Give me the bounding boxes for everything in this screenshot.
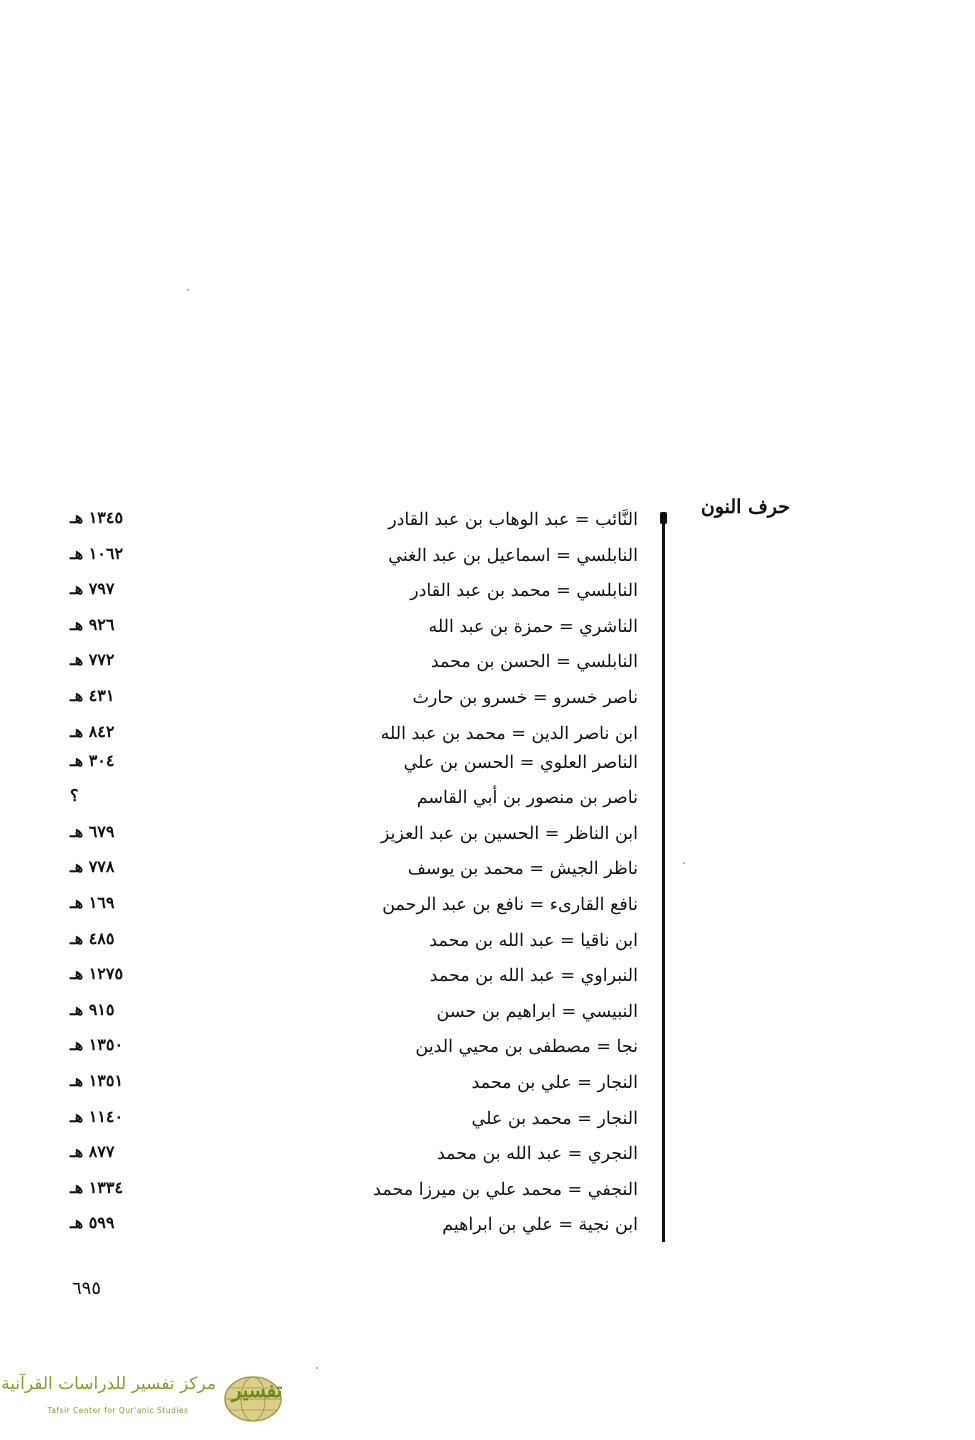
entry-year: ١٠٦٢ هـ (70, 543, 124, 563)
entry-name: النبراوي = عبد الله بن محمد (429, 966, 638, 987)
entry-year: ١٦٩ هـ (70, 892, 115, 912)
entry-year: ١٣٥١ هـ (70, 1070, 124, 1090)
list-item (0, 683, 975, 719)
entry-year: ٨٧٧ هـ (70, 1142, 115, 1162)
entry-name: نجا = مصطفى بن محيي الدين (415, 1037, 638, 1058)
entry-name: ابن ناقيا = عبد الله بن محمد (429, 930, 638, 951)
entry-year: ٩٢٦ هـ (70, 614, 115, 634)
entry-name: ناصر بن منصور بن أبي القاسم (416, 788, 638, 809)
list-item (0, 997, 975, 1033)
list-item (0, 1104, 975, 1140)
entry-name: النابلسي = اسماعيل بن عبد الغني (388, 545, 638, 566)
list-item (0, 819, 975, 855)
list-item (0, 505, 975, 541)
entry-year: ٣٠٤ هـ (70, 750, 115, 770)
entry-name: ابن الناظر = الحسين بن عبد العزيز (380, 823, 638, 844)
entry-name: النَّائب = عبد الوهاب بن عبد القادر (388, 510, 638, 530)
scan-speck (187, 289, 189, 291)
entry-year: ٤٣١ هـ (70, 685, 115, 705)
entry-name: ناظر الجيش = محمد بن يوسف (407, 859, 638, 880)
list-item (0, 612, 975, 648)
entry-year: ٧٧٨ هـ (70, 857, 115, 877)
list-item (0, 961, 975, 997)
list-item (0, 541, 975, 577)
entry-year: ٤٨٥ هـ (70, 928, 115, 948)
list-item (0, 576, 975, 612)
entry-year: ٩١٥ هـ (70, 999, 115, 1019)
logo-english-text: Tafsir Center for Qur'anic Studies (47, 1406, 189, 1415)
entry-year: ؟ (70, 786, 79, 806)
logo-arabic-text: مركز تفسير للدراسات القرآنية (1, 1374, 216, 1394)
entry-name: ناصر خسرو = خسرو بن حارث (412, 687, 638, 708)
list-item (0, 783, 975, 819)
entry-year: ٧٧٢ هـ (70, 650, 115, 670)
list-item (0, 647, 975, 683)
entry-name: الناشري = حمزة بن عبد الله (428, 616, 638, 637)
entry-year: ١٣٥٠ هـ (70, 1035, 124, 1055)
scan-speck (316, 1367, 318, 1369)
section-title: حرف النون (700, 496, 790, 518)
page-number: ٦٩٥ (72, 1278, 102, 1299)
entry-year: ١١٤٠ هـ (70, 1106, 124, 1126)
list-item (0, 1139, 975, 1175)
entry-name: النبيسي = ابراهيم بن حسن (436, 1001, 638, 1022)
entry-name: نافع القارىء = نافع بن عبد الرحمن (382, 894, 638, 915)
entry-year: ٨٤٢ هـ (70, 721, 115, 741)
list-item (0, 890, 975, 926)
list-item (0, 1032, 975, 1068)
publisher-logo (1, 1370, 294, 1430)
entry-name: الناصر العلوي = الحسن بن علي (403, 752, 638, 773)
entry-name: ابن نجية = علي بن ابراهيم (442, 1215, 638, 1236)
list-item (0, 748, 975, 784)
entry-name: النجفي = محمد علي بن ميرزا محمد (373, 1179, 638, 1200)
entry-name: النجار = محمد بن علي (471, 1108, 638, 1129)
logo-brand-text: تفسير (231, 1378, 283, 1402)
list-item (0, 1175, 975, 1211)
list-item (0, 1068, 975, 1104)
list-item (0, 1210, 975, 1246)
entry-name: النجري = عبد الله بن محمد (436, 1144, 638, 1165)
entry-name: ابن ناصر الدين = محمد بن عبد الله (380, 723, 638, 744)
entry-name: النابلسي = الحسن بن محمد (430, 652, 638, 673)
entry-name: النابلسي = محمد بن عبد القادر (410, 581, 638, 602)
list-item (0, 926, 975, 962)
entry-year: ٧٩٧ هـ (70, 579, 115, 599)
list-item (0, 719, 975, 748)
entry-year: ١٣٤٥ هـ (70, 508, 124, 527)
entry-year: ١٢٧٥ هـ (70, 964, 124, 984)
entry-year: ٦٧٩ هـ (70, 821, 115, 841)
list-item (0, 854, 975, 890)
entry-year: ٥٩٩ هـ (70, 1213, 115, 1233)
index-entries (0, 505, 975, 1246)
entry-year: ١٣٣٤ هـ (70, 1177, 124, 1197)
entry-name: النجار = علي بن محمد (471, 1072, 638, 1093)
